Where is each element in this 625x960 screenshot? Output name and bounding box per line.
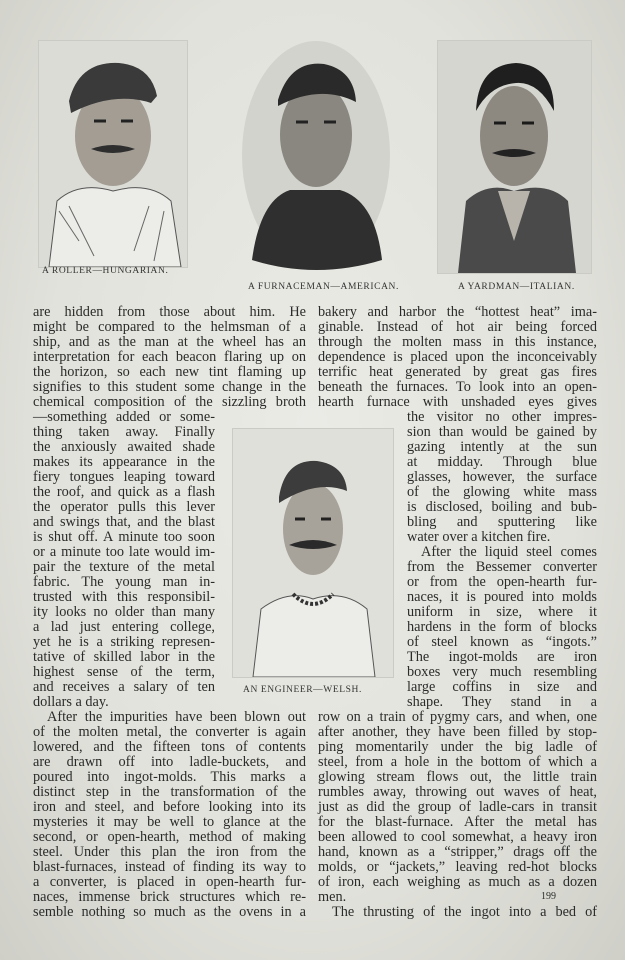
text-line: is disclosed, boiling and bub-: [407, 499, 597, 515]
furnaceman-sketch-image: [240, 40, 392, 270]
text-column-left: [33, 305, 306, 920]
text-line: —something added or some-: [33, 409, 215, 425]
text-line: through the molten mass in this instance,: [318, 334, 597, 350]
text-line: a converter, is placed in open-hearth fur-: [33, 874, 306, 890]
text-line: sion than would be gained by: [407, 424, 597, 440]
text-line: been allowed to cool somewhat, a heavy iron: [318, 829, 597, 845]
text-line: bling and sputtering like: [407, 514, 597, 530]
text-line: The thrusting of the ingot into a bed of: [332, 904, 597, 920]
text-line: yet he is a striking represen-: [33, 634, 215, 650]
text-line: water over a kitchen fire.: [407, 529, 551, 545]
text-line: semble nothing so much as the ovens in a: [33, 904, 306, 920]
text-line: a lad just entering college,: [33, 619, 215, 635]
text-line: hardens in the form of blocks: [407, 619, 597, 635]
text-line: row on a train of pygmy cars, and when, one: [318, 709, 597, 725]
text-line: thing taken away. Finally: [33, 424, 215, 440]
text-line: glowing stream flows out, the little train: [318, 769, 597, 785]
text-line: The ingot-molds are iron: [407, 649, 597, 665]
text-line: after another, they have been filled by stop-: [318, 724, 597, 740]
caption-yardman: A YARDMAN—ITALIAN.: [458, 282, 575, 292]
text-line: pair the texture of the metal: [33, 559, 215, 575]
text-line: and swings that, and the blast: [33, 514, 215, 530]
text-line: the operator pulls this lever: [33, 499, 215, 515]
text-line: interpretation for each beacon flaring up on: [33, 349, 306, 365]
text-line: terrific heat generated by great gas fires: [318, 364, 597, 380]
text-line: of the molten metal, the converter is again: [33, 724, 306, 740]
text-line: just as did the group of ladle-cars in transit: [318, 799, 597, 815]
text-line: molds, or “jackets,” leaving red-hot blocks: [318, 859, 597, 875]
roller-sketch-image: [39, 41, 187, 267]
text-line: tative of skilled labor in the: [33, 649, 215, 665]
text-line: the anxiously awaited shade: [33, 439, 215, 455]
text-line: After the impurities have been blown out: [47, 709, 306, 725]
text-line: dependence is placed upon the inconceivably: [318, 349, 597, 365]
text-line: trusted with this responsibil-: [33, 589, 215, 605]
text-line: poured into ingot-molds. This marks a: [33, 769, 306, 785]
text-line: hand, known as a “stripper,” drags off the: [318, 844, 597, 860]
text-line: are drawn off into ladle-buckets, and: [33, 754, 306, 770]
text-line: of the glowing white mass: [407, 484, 597, 500]
portrait-furnaceman: [240, 40, 392, 270]
page-number: 199: [541, 891, 556, 902]
text-line: naces, it is poured into molds: [407, 589, 597, 605]
text-line: signifies to this student some change in the: [33, 379, 306, 395]
portrait-roller: [38, 40, 188, 268]
text-line: the horizon, so each new tint flaming up: [33, 364, 306, 380]
text-line: rumbles away, throwing out waves of heat,: [318, 784, 597, 800]
text-line: ity looks no older than many: [33, 604, 215, 620]
text-line: shape. They stand in a: [407, 694, 597, 710]
text-line: gazing intently at the sun: [407, 439, 597, 455]
text-line: mysteries it may be well to glance at the: [33, 814, 306, 830]
text-line: large coffins in size and: [407, 679, 597, 695]
text-line: the visitor no other impres-: [407, 409, 597, 425]
text-line: are hidden from those about him. He: [33, 304, 306, 320]
caption-roller: A ROLLER—HUNGARIAN.: [42, 266, 169, 276]
text-line: iron and steel, and before looking into its: [33, 799, 306, 815]
text-line: ginable. Instead of hot air being forced: [318, 319, 597, 335]
text-line: men.: [318, 889, 347, 905]
text-line: second, or open-hearth, method of making: [33, 829, 306, 845]
text-line: at midday. Through blue: [407, 454, 597, 470]
text-line: bakery and harbor the “hottest heat” ima-: [318, 304, 597, 320]
text-line: beneath the furnaces. To look into an open-: [318, 379, 597, 395]
text-line: the roof, and quick as a flash: [33, 484, 215, 500]
text-line: lowered, and the fifteen tons of contents: [33, 739, 306, 755]
text-line: blast-furnaces, instead of finding its way to: [33, 859, 306, 875]
text-line: and receives a salary of ten: [33, 679, 215, 695]
text-line: steel. Under this plan the iron from the: [33, 844, 306, 860]
text-line: of iron, each weighing as much as a dozen: [318, 874, 597, 890]
caption-furnaceman: A FURNACEMAN—AMERICAN.: [248, 282, 399, 292]
yardman-sketch-image: [438, 41, 591, 273]
text-line: or a minute too late would im-: [33, 544, 215, 560]
text-line: is shut off. A minute too soon: [33, 529, 215, 545]
text-line: uniform in size, where it: [407, 604, 597, 620]
portrait-yardman: [437, 40, 592, 274]
text-line: fabric. The young man in-: [33, 574, 215, 590]
caption-engineer: AN ENGINEER—WELSH.: [243, 685, 362, 695]
text-line: makes its appearance in the: [33, 454, 215, 470]
text-line: After the liquid steel comes: [421, 544, 597, 560]
text-line: hearth furnace with unshaded eyes gives: [318, 394, 597, 410]
text-line: dollars a day.: [33, 694, 109, 710]
text-line: from the Bessemer converter: [407, 559, 597, 575]
text-line: for the blast-furnace. After the metal has: [318, 814, 597, 830]
text-line: ping momentarily under the big ladle of: [318, 739, 597, 755]
text-line: distinct step in the transformation of the: [33, 784, 306, 800]
text-line: might be compared to the helmsman of a: [33, 319, 306, 335]
text-line: naces, immense brick structures which re-: [33, 889, 306, 905]
text-line: of steel known as “ingots.”: [407, 634, 597, 650]
text-line: highest sense of the term,: [33, 664, 215, 680]
text-line: fiery tongues leaping toward: [33, 469, 215, 485]
text-column-right: [318, 305, 597, 920]
text-line: glasses, however, the surface: [407, 469, 597, 485]
text-line: or from the open-hearth fur-: [407, 574, 597, 590]
text-line: steel, from a hole in the bottom of which a: [318, 754, 597, 770]
text-line: ship, and as the man at the wheel has an: [33, 334, 306, 350]
text-line: boxes very much resembling: [407, 664, 597, 680]
text-line: chemical composition of the sizzling broth: [33, 394, 306, 410]
